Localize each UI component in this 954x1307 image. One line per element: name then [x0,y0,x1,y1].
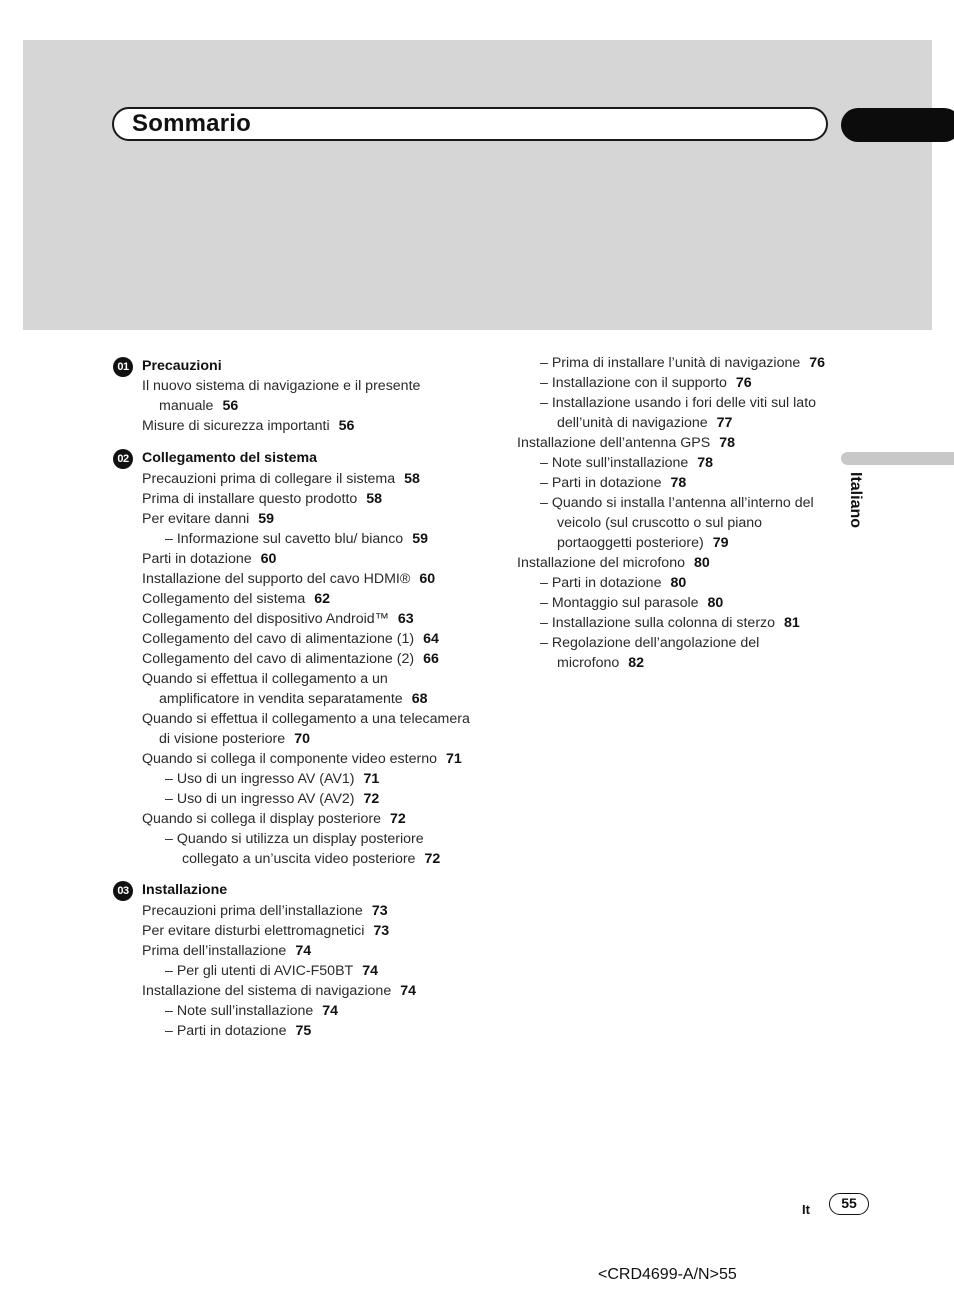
toc-page-number: 76 [809,355,826,371]
toc-entry[interactable] [142,609,472,629]
toc-entry[interactable] [142,589,472,609]
footer-language-code: It [802,1202,810,1217]
toc-entry-text: – Note sull’installazione [540,455,689,471]
section-heading[interactable] [117,448,472,468]
toc-page-number: 62 [314,591,331,607]
toc-entry[interactable] [142,376,472,416]
toc-entry[interactable] [142,809,472,829]
toc-subentry[interactable] [517,473,832,493]
section-heading[interactable] [117,880,472,900]
toc-page-number: 74 [295,943,312,959]
toc-entry-text: – Prima di installare l’unità di navigazione [540,355,801,371]
toc-page-number: 68 [411,691,428,707]
toc-page-number: 76 [735,375,752,391]
toc-entry[interactable] [142,901,472,921]
toc-page-number: 78 [719,435,736,451]
toc-entry[interactable] [142,489,472,509]
toc-page-number: 73 [371,903,388,919]
toc-entry[interactable] [142,941,472,961]
toc-entry[interactable] [142,569,472,589]
toc-entry[interactable] [142,469,472,489]
language-tab-bar [841,452,954,465]
toc-entry-text: – Uso di un ingresso AV (AV2) [165,791,355,807]
toc-page-number: 80 [693,555,710,571]
toc-entry[interactable] [142,749,472,769]
toc-page-number: 60 [419,571,436,587]
language-tab-label: Italiano [847,472,864,529]
toc-page-number: 73 [373,923,390,939]
header-band [23,40,932,330]
toc-entry-text: Quando si effettua il collegamento a un amplificatore in vendita separatamente [142,671,403,707]
toc-page-number: 80 [707,595,724,611]
toc-subentry[interactable] [517,393,832,433]
toc-page-number: 70 [294,731,310,747]
toc-entry-text: Il nuovo sistema di navigazione e il presente manuale [142,378,421,414]
toc-page-number: 78 [670,475,687,491]
toc-entry[interactable] [142,981,472,1001]
toc-subentry[interactable] [517,593,832,613]
section-heading[interactable] [117,356,472,376]
section-title: Precauzioni [142,358,222,374]
toc-right-column [517,353,832,673]
toc-page-number: 60 [260,551,277,567]
toc-entry-text: Quando si collega il componente video esterno [142,751,437,767]
toc-page-number: 58 [366,491,383,507]
toc-page-number: 74 [322,1003,339,1019]
toc-page-number: 56 [222,398,239,414]
toc-entry-text: Prima dell’installazione [142,943,287,959]
toc-entry-text: Misure di sicurezza importanti [142,418,330,434]
toc-page-number: 56 [338,418,355,434]
toc-page-number: 58 [404,471,420,487]
toc-page-number: 77 [716,415,733,431]
toc-entry-text: – Quando si utilizza un display posteriore collegato a un’uscita video posteriore [165,831,424,867]
toc-page-number: 64 [423,631,439,647]
toc-page-number: 66 [423,651,439,667]
toc-entry-text: – Installazione usando i fori delle viti sul lato dell’unità di navigazione [540,395,817,431]
toc-entry-text: – Per gli utenti di AVIC-F50BT [165,963,354,979]
toc-entry-text: – Parti in dotazione [165,1023,287,1039]
toc-subentry[interactable] [517,613,832,633]
section-tab-marker [841,108,954,142]
page-number-badge: 55 [829,1193,869,1215]
toc-entry[interactable] [142,649,472,669]
toc-page-number: 59 [412,531,428,547]
toc-page-number: 75 [295,1023,312,1039]
toc-entry[interactable] [142,416,472,436]
section-title: Installazione [142,882,228,898]
toc-page-number: 72 [424,851,441,867]
section-number-badge: 03 [113,881,133,901]
toc-entry-text: – Note sull’installazione [165,1003,314,1019]
toc-entry[interactable] [142,921,472,941]
toc-page-number: 78 [697,455,714,471]
toc-page-number: 82 [628,655,645,671]
toc-entry-text: Installazione del microfono [517,555,685,571]
toc-entry-text: – Montaggio sul parasole [540,595,699,611]
toc-subentry[interactable] [517,373,832,393]
toc-subentry[interactable] [517,633,832,673]
toc-subentry[interactable] [142,1001,472,1021]
toc-entry-text: Installazione del sistema di navigazione [142,983,392,999]
toc-page-number: 81 [784,615,800,631]
toc-subentry[interactable] [517,493,832,553]
toc-entry[interactable] [142,709,472,749]
toc-page-number: 71 [363,771,380,787]
toc-entry-text: – Informazione sul cavetto blu/ bianco [165,531,404,547]
toc-page-number: 72 [363,791,380,807]
page-title: Sommario [132,110,251,137]
toc-subentry[interactable] [517,573,832,593]
toc-subentry[interactable] [517,353,832,373]
toc-entry-text: Prima di installare questo prodotto [142,491,358,507]
toc-entry-text: Collegamento del sistema [142,591,306,607]
toc-entry-text: Installazione del supporto del cavo HDMI® [142,571,411,587]
section-title: Collegamento del sistema [142,450,318,466]
toc-page-number: 80 [670,575,687,591]
section-spacer [142,436,472,437]
section-number-badge: 02 [113,449,133,469]
toc-page-number: 71 [445,751,462,767]
toc-subentry[interactable] [142,769,472,789]
section-number-badge: 01 [113,357,133,377]
toc-subentry[interactable] [142,529,472,549]
toc-entry[interactable] [142,509,472,529]
toc-entry-text: – Installazione con il supporto [540,375,727,391]
toc-entry-text: – Installazione sulla colonna di sterzo [540,615,776,631]
toc-entry-text: Collegamento del dispositivo Android™ [142,611,389,627]
toc-subentry[interactable] [142,961,472,981]
toc-entry-text: – Uso di un ingresso AV (AV1) [165,771,355,787]
toc-entry[interactable] [142,549,472,569]
toc-subentry[interactable] [142,1021,472,1041]
toc-entry-text: Quando si collega il display posteriore [142,811,381,827]
toc-entry[interactable] [142,669,472,709]
toc-entry-text: – Parti in dotazione [540,575,662,591]
toc-entry-text: Quando si effettua il collegamento a una telecamera di visione posteriore [142,711,470,747]
toc-entry-text: – Quando si installa l’antenna all’interno del veicolo (sul cruscotto o sul piano portaoggetti posteriore) [540,495,814,551]
toc-page-number: 74 [400,983,416,999]
toc-entry-text: Per evitare danni [142,511,250,527]
toc-entry-text: Per evitare disturbi elettromagnetici [142,923,365,939]
toc-entry-text: Parti in dotazione [142,551,252,567]
toc-entry-text: Precauzioni prima di collegare il sistema [142,471,396,487]
toc-entry-text: Precauzioni prima dell’installazione [142,903,363,919]
toc-entry-text: Collegamento del cavo di alimentazione (1) [142,631,415,647]
toc-left-column [117,356,472,1041]
toc-entry-text: – Regolazione dell’angolazione del microfono [540,635,760,671]
toc-page-number: 59 [258,511,275,527]
document-code: <CRD4699-A/N>55 [598,1266,737,1283]
toc-entry[interactable] [517,553,832,573]
toc-subentry[interactable] [517,453,832,473]
toc-page-number: 72 [389,811,406,827]
toc-subentry[interactable] [142,829,472,869]
toc-page-number: 63 [397,611,414,627]
toc-entry[interactable] [142,629,472,649]
toc-subentry[interactable] [142,789,472,809]
toc-entry-text: – Parti in dotazione [540,475,662,491]
toc-page-number: 74 [362,963,378,979]
title-box [112,107,828,141]
toc-entry[interactable] [517,433,832,453]
toc-entry-text: Collegamento del cavo di alimentazione (2) [142,651,415,667]
toc-page-number: 79 [712,535,729,551]
toc-entry-text: Installazione dell’antenna GPS [517,435,711,451]
